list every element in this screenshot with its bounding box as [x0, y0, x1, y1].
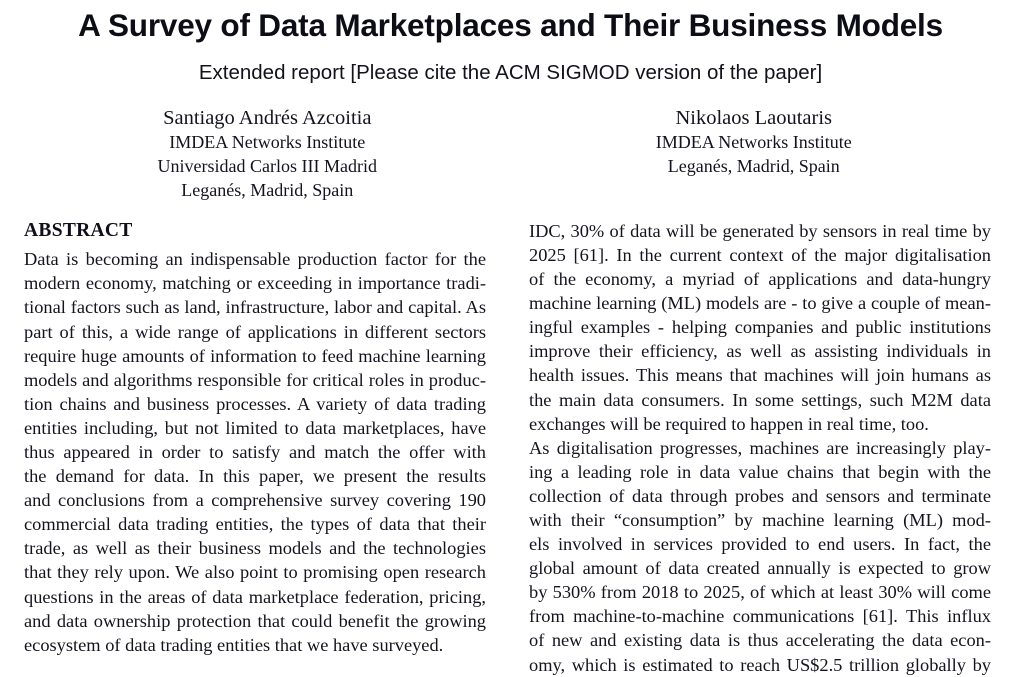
- author-affiliation-line: IMDEA Networks Institute: [169, 132, 366, 153]
- intro-line: of the economy, a myriad of applications and data-hungry: [529, 269, 991, 290]
- abstract-line: thus appeared in order to satisfy and match the offer with: [24, 442, 486, 462]
- intro-line: ing a leading role in data value chains that begin with the: [529, 461, 991, 482]
- abstract-line: entities including, but not limited to data marketplaces, have: [24, 417, 486, 438]
- abstract-line: the demand for data. In this paper, we present the results: [24, 466, 486, 487]
- intro-line: omy, which is estimated to reach US$2.5 trillion globally by: [529, 654, 991, 675]
- intro-line: els involved in services provided to end users. In fact, the: [529, 534, 991, 555]
- abstract-heading: ABSTRACT: [24, 219, 133, 241]
- abstract-line: that they rely upon. We also point to promising open research: [24, 562, 486, 583]
- author-affiliation-line: IMDEA Networks Institute: [655, 132, 852, 153]
- intro-line: health issues. This means that machines will join humans as: [529, 365, 991, 386]
- author-block: [0, 106, 1021, 203]
- intro-line: exchanges will be required to happen in real time, too.: [529, 413, 929, 434]
- paper-subtitle: Extended report [Please cite the ACM SIGMOD version of the paper]: [198, 61, 823, 85]
- abstract-line: models and algorithms responsible for critical roles in produc-: [24, 369, 486, 390]
- author-affiliation-line: Universidad Carlos III Madrid: [157, 155, 377, 176]
- abstract-line: commercial data trading entities, the types of data that their: [24, 514, 486, 535]
- author-name: Santiago Andrés Azcoitia: [163, 106, 372, 129]
- abstract-line: questions in the areas of data marketplace federation, pricing,: [24, 586, 486, 607]
- abstract-line: modern economy, matching or exceeding in importance tradi-: [24, 273, 486, 294]
- abstract-line: part of this, a wide range of applications in different sectors: [24, 321, 486, 342]
- intro-line: with their “consumption” by machine learning (ML) mod-: [529, 509, 991, 530]
- author-affiliation-line: Leganés, Madrid, Spain: [181, 179, 354, 200]
- intro-column: [529, 219, 991, 677]
- abstract-line: require huge amounts of information to feed machine learning: [24, 345, 486, 366]
- intro-line: collection of data through probes and sensors and terminate: [529, 485, 991, 506]
- author-entry-2: [511, 106, 998, 203]
- abstract-line: and data ownership protection that could benefit the growing: [24, 610, 486, 631]
- intro-line: by 530% from 2018 to 2025, of which at least 30% will come: [529, 582, 991, 603]
- abstract-column: [24, 219, 486, 657]
- author-entry-1: [24, 106, 511, 203]
- intro-line: of new and existing data is thus accelerating the data econ-: [529, 630, 991, 651]
- intro-line: 2025 [61]. In the current context of the major digitalisation: [529, 244, 991, 265]
- intro-line: As digitalisation progresses, machines are increasingly play-: [529, 437, 991, 458]
- intro-line: improve their efficiency, as well as assisting individuals in: [529, 341, 991, 362]
- abstract-line: tional factors such as land, infrastructure, labor and capital. As: [24, 297, 486, 318]
- intro-line: global amount of data created annually is expected to grow: [529, 558, 991, 579]
- intro-line: the main data consumers. In some settings, such M2M data: [529, 389, 991, 410]
- intro-line: machine learning (ML) models are - to give a couple of mean-: [529, 293, 991, 314]
- abstract-line: ecosystem of data trading entities that we have surveyed.: [24, 634, 444, 655]
- abstract-line: and conclusions from a comprehensive survey covering 190: [24, 490, 486, 511]
- page-title: A Survey of Data Marketplaces and Their Business Models: [78, 7, 943, 43]
- abstract-line: Data is becoming an indispensable production factor for the: [24, 249, 486, 270]
- body-columns: [0, 219, 1021, 677]
- intro-line: IDC, 30% of data will be generated by sensors in real time by: [529, 220, 991, 241]
- intro-line: from machine-to-machine communications [61]. This influx: [529, 606, 991, 627]
- intro-line: ingful examples - helping companies and public institutions: [529, 317, 991, 338]
- author-affiliation-line: Leganés, Madrid, Spain: [667, 155, 840, 176]
- author-name: Nikolaos Laoutaris: [675, 106, 833, 129]
- abstract-line: trade, as well as their business models and the technologies: [24, 538, 486, 559]
- abstract-line: tion chains and business processes. A variety of data trading: [24, 393, 486, 414]
- title-block: [0, 0, 1021, 86]
